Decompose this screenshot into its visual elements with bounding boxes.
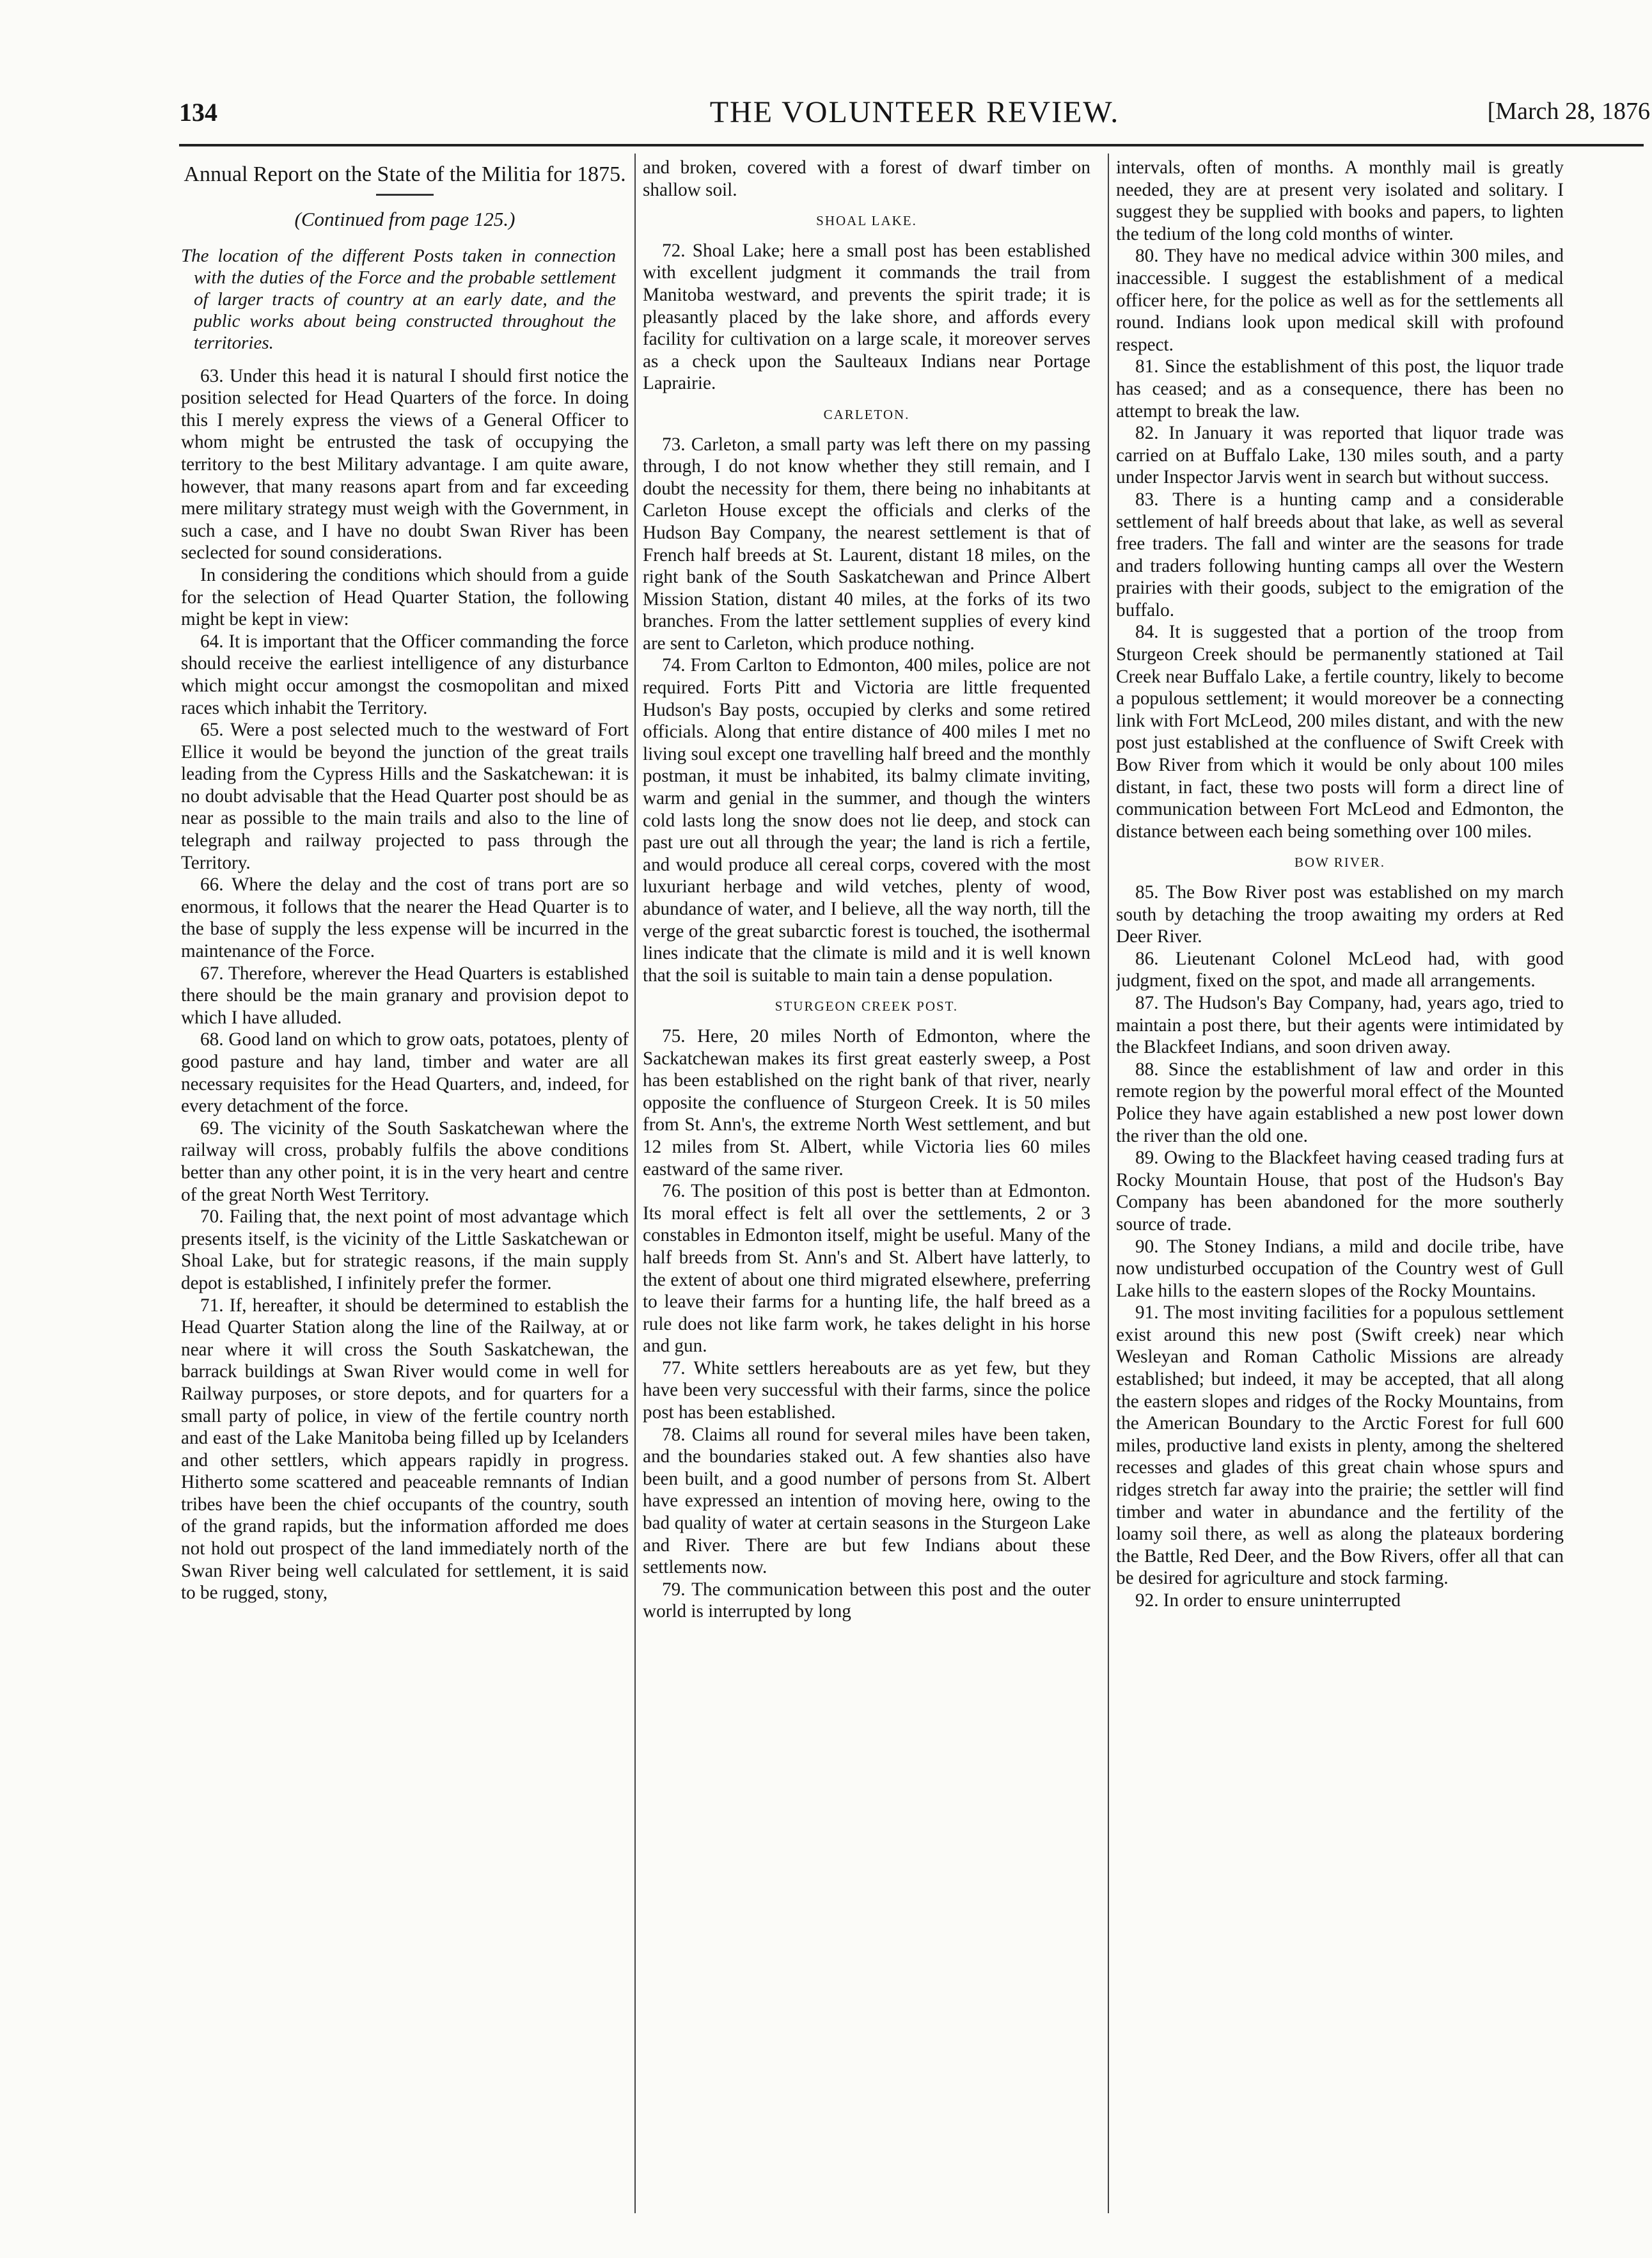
continued-note: (Continued from page 125.)	[294, 208, 515, 230]
paragraph: 91. The most inviting facilities for a populous settlement exist around this new post (Swift creek) near which Wesleyan and Roman Catholic Missions are already established; but indeed, it may be accepted, that all along the eastern slopes and ridges of the Rocky Mountains, from the American Boundary to the Arctic Forest for full 600 miles, productive land exists in plenty, among the sheltered recesses and glades of this great chain whose spurs and ridges stretch far away into the prairie; the settler will find timber and water in abundance and the fertility of the loamy soil there, as well as along the plateaux bordering the Battle, Red Deer, and the Bow Rivers, offer all that can be desired for agriculture and stock farming.	[1116, 1302, 1564, 1589]
paragraph: 70. Failing that, the next point of most advantage which presents itself, is the vicinity of the Little Saskatchewan or Shoal Lake, but for strategic reasons, if the main supply depot is established, I infinitely prefer the former.	[181, 1206, 629, 1293]
paragraph: 88. Since the establishment of law and order in this remote region by the powerful moral effect of the Mounted Police they have again established a new post lower down the river than the old one.	[1116, 1059, 1564, 1146]
paragraph: 72. Shoal Lake; here a small post has been established with excellent judgment it commands the trail from Manitoba westward, and prevents the spirit trade; it is pleasantly placed by the lake shore, and affords every facility for cultivation on a large scale, it moreover serves as a check upon the Saulteaux Indians near Portage Laprairie.	[643, 240, 1090, 394]
paragraph: 68. Good land on which to grow oats, potatoes, plenty of good pasture and hay land, timber and water are all necessary requisites for the Head Quarters, and, indeed, for every detachment of the force.	[181, 1029, 629, 1117]
paragraph: 82. In January it was reported that liquor trade was carried on at Buffalo Lake, 130 miles south, and a party under Inspector Jarvis went in search but without success.	[1116, 423, 1564, 488]
column-3	[1116, 157, 1564, 2242]
paragraph: 80. They have no medical advice within 300 miles, and inaccessible. I suggest the establishment of a medical officer here, for the police as well as for the settlements all round. Indians look upon medical skill with profound respect.	[1116, 246, 1564, 355]
paragraph: 81. Since the establishment of this post, the liquor trade has ceased; and as a consequence, there has been no attempt to break the law.	[1116, 356, 1564, 422]
paragraph: 75. Here, 20 miles North of Edmonton, where the Sackatchewan makes its first great easterly sweep, a Post has been established on the right bank of that river, nearly opposite the confluence of Sturgeon Creek. It is 50 miles from St. Ann's, the extreme North West settlement, and but 12 miles from St. Albert, while Victoria lies 60 miles eastward of the same river.	[643, 1025, 1090, 1180]
article-title: Annual Report on the State of the Militia for 1875.	[184, 162, 626, 186]
section-intro: The location of the different Posts taken in connection with the duties of the Force and the probable settlement of larger tracts of country at an early date, and the public works about being constructed throughout the territories.	[181, 245, 616, 353]
journal-title: THE VOLUNTEER REVIEW.	[709, 95, 1120, 129]
paragraph: 89. Owing to the Blackfeet having ceased trading furs at Rocky Mountain House, that post of the Hudson's Bay Company has been abandoned for the more southerly source of trade.	[1116, 1148, 1564, 1235]
subheading: STURGEON CREEK POST.	[775, 999, 959, 1015]
subheading: SHOAL LAKE.	[816, 213, 917, 229]
column-divider	[634, 154, 636, 2213]
paragraph: 65. Were a post selected much to the westward of Fort Ellice it would be beyond the junction of the great trails leading from the Cypress Hills and the Saskatchewan: it is no doubt advisable that the Head Quarter post should be as near as possible to the main trails and also to the line of telegraph and railway projected to pass through the Territory.	[181, 720, 629, 873]
paragraph: 90. The Stoney Indians, a mild and docile tribe, have now undisturbed occupation of the Country west of Gull Lake hills to the eastern slopes of the Rocky Mountains.	[1116, 1236, 1564, 1301]
subheading: CARLETON.	[823, 406, 910, 422]
header-rule	[179, 144, 1644, 146]
paragraph: 83. There is a hunting camp and a considerable settlement of half breeds about that lake, as well as several free traders. The fall and winter are the seasons for trade and traders following hunting camps all over the Western prairies with their goods, subject to the emigration of the buffalo.	[1116, 489, 1564, 620]
paragraph: 66. Where the delay and the cost of trans port are so enormous, it follows that the nearer the Head Quarter is to the base of supply the less expense will be incurred in the maintenance of the Force.	[181, 874, 629, 962]
paragraph: 79. The communication between this post and the outer world is interrupted by long	[643, 1579, 1090, 1622]
paragraph: 69. The vicinity of the South Saskatchewan where the railway will cross, probably fulfils the above conditions better than any other point, it is in the very heart and centre of the great North West Territory.	[181, 1117, 629, 1205]
column-divider	[1108, 154, 1109, 2213]
paragraph: In considering the conditions which should from a guide for the selection of Head Quarter Station, the following might be kept in view:	[181, 564, 629, 630]
column-1	[181, 157, 629, 2242]
subheading: BOW RIVER.	[1294, 855, 1386, 871]
paragraph: 67. Therefore, wherever the Head Quarters is established there should be the main granary and provision depot to which I have alluded.	[181, 963, 629, 1028]
paragraph: 84. It is suggested that a portion of the troop from Sturgeon Creek should be permanently stationed at Tail Creek near Buffalo Lake, a fertile country, likely to become a populous settlement; it would moreover be a connecting link with Fort McLeod, 200 miles distant, and with the new post just established at the confluence of Swift Creek with Bow River from which it would be only about 100 miles distant, in fact, these two posts will form a direct line of communication between Fort McLeod and Edmonton, the distance between each being something over 100 miles.	[1116, 622, 1564, 842]
paragraph: and broken, covered with a forest of dwarf timber on shallow soil.	[643, 157, 1090, 200]
paragraph: 73. Carleton, a small party was left there on my passing through, I do not know whether they still remain, and I doubt the necessity for them, there being no inhabitants at Carleton House except the officials and clerks of the Hudson Bay Company, the nearest settlement is that of French half breeds at St. Laurent, distant 18 miles, on the right bank of the South Saskatchewan and Prince Albert Mission Station, distant 40 miles, at the forks of its two branches. From the latter settlement supplies of every kind are sent to Carleton, which produce nothing.	[643, 434, 1090, 654]
paragraph: 64. It is important that the Officer commanding the force should receive the earliest intelligence of any disturbance which might occur amongst the cosmopolitan and mixed races which inhabit the Territory.	[181, 631, 629, 718]
paragraph: intervals, often of months. A monthly mail is greatly needed, they are at present very isolated and solitary. I suggest they be supplied with books and papers, to lighten the tedium of the long cold months of winter.	[1116, 157, 1564, 244]
paragraph: 86. Lieutenant Colonel McLeod had, with good judgment, fixed on the spot, and made all arrangements.	[1116, 948, 1564, 991]
title-rule	[376, 194, 434, 196]
paragraph: 87. The Hudson's Bay Company, had, years ago, tried to maintain a post there, but their agents were intimidated by the Blackfeet Indians, and soon driven away.	[1116, 992, 1564, 1058]
column-2	[643, 157, 1090, 2242]
paragraph: 76. The position of this post is better than at Edmonton. Its moral effect is felt all over the settlements, 2 or 3 constables in Edmonton itself, might be useful. Many of the half breeds from St. Ann's and St. Albert have latterly, to the extent of about one third migrated elsewhere, preferring to leave their farms for a hunting life, the half breed as a rule does not like farm work, he takes delight in his horse and gun.	[643, 1181, 1090, 1357]
paragraph: 77. White settlers hereabouts are as yet few, but they have been very successful with their farms, since the police post has been established.	[643, 1357, 1090, 1423]
page-number: 134	[179, 98, 217, 127]
paragraph: 74. From Carlton to Edmonton, 400 miles, police are not required. Forts Pitt and Victoria are little frequented Hudson's Bay posts, occupied by clerks and some retired officials. Along that entire distance of 400 miles I met no living soul except one travelling half breed and the monthly postman, it must be inhabited, its balmy climate inviting, warm and genial in the summer, and though the winters cold lasts long the snow does not lie deep, and stock can past ure out all through the year; the land is rich a fertile, and would produce all cereal corps, covered with the most luxuriant herbage and wild vetches, plenty of wood, abundance of water, and I believe, all the way north, till the verge of the great subarctic forest is touched, the isothermal lines indicate that the climate is mild and it is well known that the soil is suitable to main tain a dense population.	[643, 655, 1090, 986]
paragraph: 71. If, hereafter, it should be determined to establish the Head Quarter Station along the line of the Railway, at or near where it will cross the South Saskatchewan, the barrack buildings at Swan River would come in well for Railway purposes, or store depots, and for quarters for a small party of police, in view of the fertile country north and east of the Lake Manitoba being filled up by Icelanders and other settlers, which appears rapidly in progress. Hitherto some scattered and peaceable remnants of Indian tribes have been the chief occupants of the country, south of the grand rapids, but the information afforded me does not hold out prospect of the land immediately north of the Swan River being well calculated for settlement, it is said to be rugged, stony,	[181, 1295, 629, 1604]
issue-date: [March 28, 1876	[1487, 98, 1650, 125]
paragraph: 85. The Bow River post was established on my march south by detaching the troop awaiting my orders at Red Deer River.	[1116, 882, 1564, 947]
page-header	[179, 83, 1650, 141]
paragraph: 78. Claims all round for several miles have been taken, and the boundaries staked out. A few shanties also have been built, and a good number of persons from St. Albert have expressed an intention of moving here, owing to the bad quality of water at certain seasons in the Sturgeon Lake and River. There are but few Indians about these settlements now.	[643, 1424, 1090, 1578]
paragraph: 92. In order to ensure uninterrupted	[1135, 1590, 1401, 1611]
paragraph: 63. Under this head it is natural I should first notice the position selected for Head Quarters of the force. In doing this I merely express the views of a General Officer to whom might be entrusted the task of occupying the territory to the best Military advantage. I am quite aware, however, that many reasons apart from and far exceeding mere military strategy must weigh with the Government, in such a case, and I have no doubt Swan River has been seclected for sound considerations.	[181, 365, 629, 564]
